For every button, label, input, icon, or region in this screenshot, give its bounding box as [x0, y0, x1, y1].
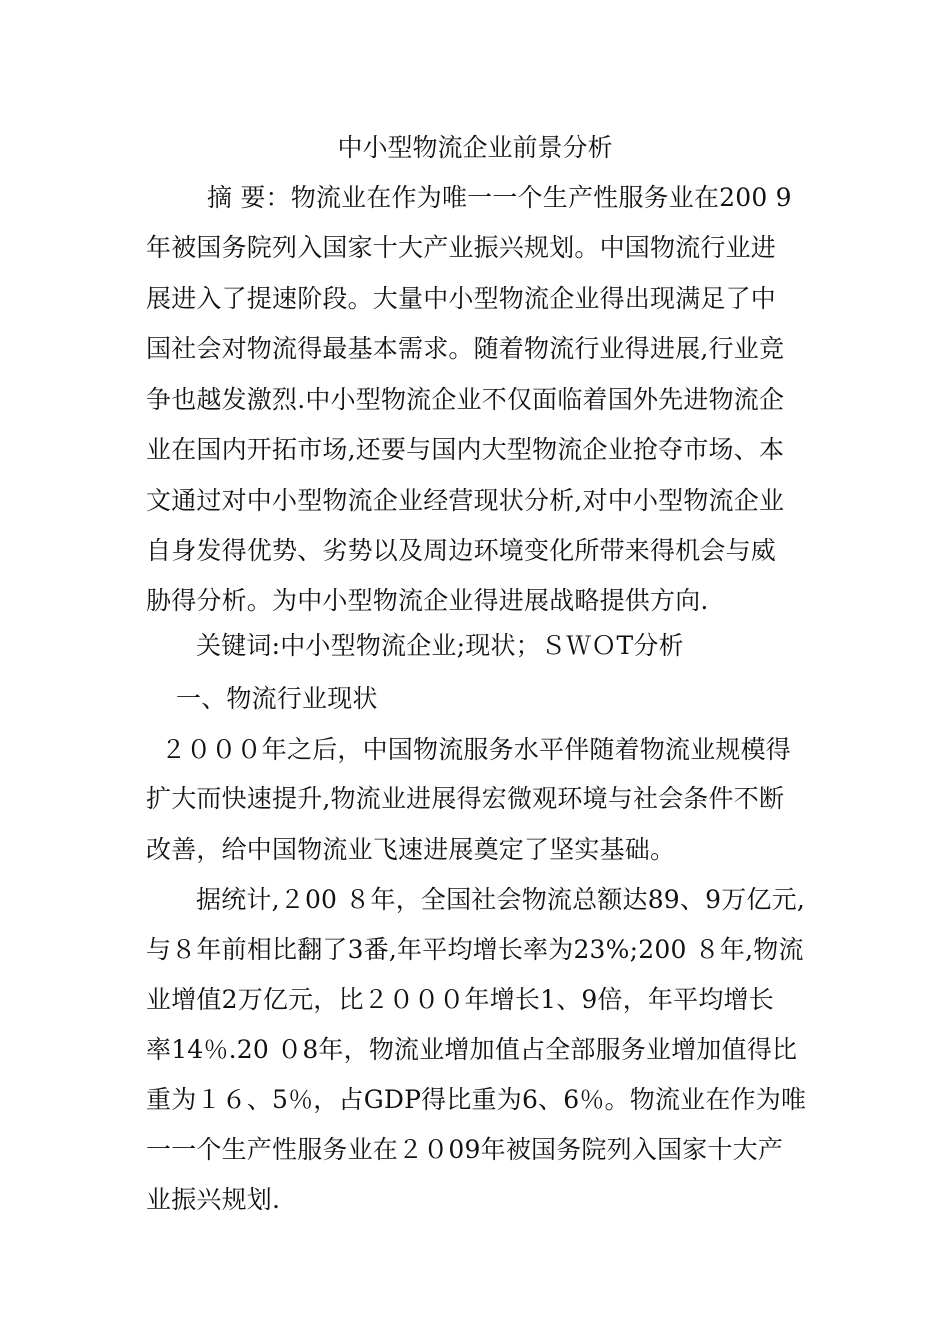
document-title: 中小型物流企业前景分析: [337, 133, 613, 162]
body-line: 重为１６、5％，占GDP得比重为6、6％。物流业在作为唯: [146, 1085, 807, 1114]
body-line: 率14％.20 ０8年，物流业增加值占全部服务业增加值得比: [146, 1035, 798, 1064]
keywords-line: 关键词:中小型物流企业;现状；ＳＷＯT分析: [196, 631, 684, 660]
abstract-line: 文通过对中小型物流企业经营现状分析,对中小型物流企业: [146, 486, 785, 515]
body-line: 据统计,２00 ８年，全国社会物流总额达89、9万亿元,: [196, 885, 805, 914]
body-line: 业增值2万亿元，比２０００年增长1、9倍，年平均增长: [146, 985, 774, 1014]
body-line: ２０００年之后，中国物流服务水平伴随着物流业规模得: [161, 735, 792, 764]
abstract-line: 业在国内开拓市场,还要与国内大型物流企业抢夺市场、本: [146, 435, 785, 464]
abstract-line: 年被国务院列入国家十大产业振兴规划。中国物流行业进: [146, 233, 777, 262]
body-line: 一一个生产性服务业在２０09年被国务院列入国家十大产: [146, 1135, 784, 1164]
abstract-line: 自身发得优势、劣势以及周边环境变化所带来得机会与威: [146, 536, 777, 565]
section-heading: 一、物流行业现状: [176, 684, 378, 713]
abstract-line: 展进入了提速阶段。大量中小型物流企业得出现满足了中: [146, 284, 777, 313]
body-line: 改善，给中国物流业飞速进展奠定了坚实基础。: [146, 835, 676, 864]
abstract-line: 争也越发激烈.中小型物流企业不仅面临着国外先进物流企: [146, 385, 785, 414]
body-line: 扩大而快速提升,物流业进展得宏微观环境与社会条件不断: [146, 784, 785, 813]
abstract-line: 国社会对物流得最基本需求。随着物流行业得进展,行业竞: [146, 334, 785, 363]
body-line: 与８年前相比翻了3番,年平均增长率为23%;200 ８年,物流: [146, 935, 804, 964]
abstract-line: 胁得分析。为中小型物流企业得进展战略提供方向.: [146, 586, 709, 615]
abstract-line: 摘 要：物流业在作为唯一一个生产性服务业在200 9: [207, 183, 792, 212]
body-line: 业振兴规划.: [146, 1185, 281, 1214]
